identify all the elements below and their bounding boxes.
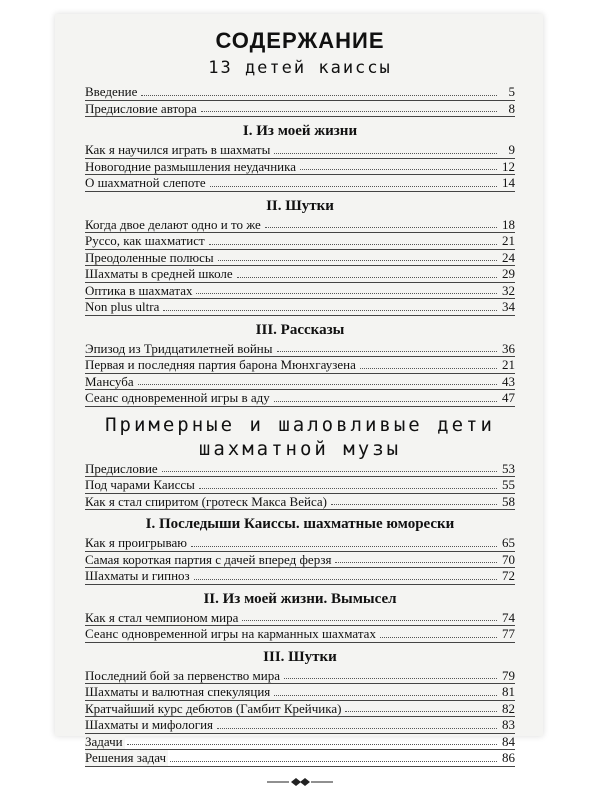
toc-entry-title: Шахматы и валютная спекуляция	[85, 684, 271, 699]
toc-entry	[85, 750, 515, 767]
section-heading: I. Последыши Каиссы. шахматные юморески	[145, 516, 455, 532]
toc-leader-dots	[380, 637, 497, 638]
toc-entry	[85, 159, 515, 176]
toc-entry-title: Мансуба	[85, 373, 134, 389]
toc-entry	[85, 568, 515, 585]
toc-entry	[85, 734, 515, 751]
book2-title-line2: шахматной музы	[198, 437, 402, 460]
toc-entry	[85, 84, 515, 101]
toc-entry-page: 82	[502, 700, 515, 716]
toc-entry	[85, 535, 515, 552]
toc-entry-title: Шахматы и гипноз	[85, 568, 190, 583]
toc-entry-page: 55	[502, 477, 515, 492]
toc-leader-dots	[196, 293, 497, 294]
toc-entry-page: 53	[502, 460, 515, 476]
toc-entry-title: Предисловие автора	[85, 100, 197, 116]
section-heading: III. Шутки	[263, 648, 337, 665]
toc-leader-dots	[210, 186, 497, 187]
toc-entry	[85, 477, 515, 494]
toc-leader-dots	[138, 384, 497, 385]
toc-leader-dots	[274, 401, 497, 402]
toc-entry-title: Руссо, как шахматист	[85, 233, 205, 248]
toc-leader-dots	[335, 562, 497, 563]
toc-entry	[85, 283, 515, 300]
toc-entry-page: 29	[502, 266, 515, 281]
toc-entry-page: 9	[508, 142, 515, 157]
toc-entry	[85, 357, 515, 374]
toc-entry-page: 81	[502, 684, 515, 699]
toc-entry-page: 34	[502, 299, 515, 314]
toc-entry	[85, 266, 515, 283]
toc-entry-page: 8	[508, 100, 515, 116]
toc-entry	[85, 250, 515, 267]
ornament-icon	[265, 777, 335, 787]
toc-entry-title: Преодоленные полюсы	[85, 249, 214, 265]
toc-entry-title: Введение	[85, 84, 138, 99]
toc-entry-title: Сеанс одновременной игры на карманных шахматах	[85, 626, 376, 641]
toc-leader-dots	[274, 695, 497, 696]
toc-entry	[85, 233, 515, 250]
toc-entry	[85, 374, 515, 391]
toc-entry	[85, 390, 515, 407]
toc-entry-title: Самая короткая партия с дачей вперед ферзя	[85, 551, 332, 567]
toc-entry	[85, 626, 515, 643]
toc-leader-dots	[284, 678, 497, 679]
toc-leader-dots	[199, 488, 497, 489]
toc-entry-title: Предисловие	[85, 460, 158, 476]
toc-entry	[85, 610, 515, 627]
toc-entry	[85, 668, 515, 685]
toc-entry-page: 65	[502, 535, 515, 550]
toc-entry-title: Когда двое делают одно и то же	[85, 216, 261, 232]
toc-leader-dots	[331, 504, 497, 505]
toc-entry-title: Как я проигрываю	[85, 535, 187, 550]
toc-entry-page: 77	[502, 626, 515, 641]
toc-entry-page: 86	[502, 750, 515, 765]
toc-entry-page: 70	[502, 551, 515, 567]
toc-entry-page: 84	[502, 733, 515, 749]
toc-entry-page: 12	[502, 158, 515, 174]
toc-entry-page: 83	[502, 717, 515, 732]
toc-entry	[85, 461, 515, 478]
book2-contents	[85, 461, 515, 767]
toc-entry	[85, 341, 515, 358]
toc-entry-title: О шахматной слепоте	[85, 175, 206, 190]
toc-entry	[85, 217, 515, 234]
toc-entry-page: 21	[502, 233, 515, 248]
toc-entry-page: 79	[502, 667, 515, 683]
toc-leader-dots	[201, 111, 497, 112]
end-ornament-icon	[85, 775, 515, 791]
toc-leader-dots	[141, 95, 497, 96]
toc-entry-title: Кратчайший курс дебютов (Гамбит Крейчика)	[85, 700, 342, 716]
toc-entry-page: 72	[502, 568, 515, 583]
toc-entry-title: Как я стал чемпионом мира	[85, 609, 239, 625]
toc-entry-title: Задачи	[85, 733, 123, 749]
toc-leader-dots	[127, 744, 497, 745]
toc-entry-page: 36	[502, 340, 515, 356]
toc-entry-title: Под чарами Каиссы	[85, 477, 195, 492]
toc-entry-page: 21	[502, 357, 515, 372]
toc-entry	[85, 175, 515, 192]
toc-entry	[85, 142, 515, 159]
toc-leader-dots	[170, 761, 497, 762]
toc-leader-dots	[237, 277, 497, 278]
book1-title: 13 детей каиссы	[208, 58, 392, 78]
toc-leader-dots	[360, 368, 497, 369]
book2-title	[85, 413, 515, 461]
book1-contents	[85, 84, 515, 407]
toc-entry-title: Шахматы в средней школе	[85, 266, 233, 281]
toc-entry	[85, 684, 515, 701]
toc-entry-page: 14	[502, 175, 515, 190]
toc-entry-title: Новогодние размышления неудачника	[85, 158, 297, 174]
toc-leader-dots	[217, 728, 497, 729]
toc-entry-title: Последний бой за первенство мира	[85, 667, 280, 683]
toc-entry	[85, 552, 515, 569]
toc-leader-dots	[345, 711, 497, 712]
toc-entry-title: Как я стал спиритом (гротеск Макса Вейса)	[85, 493, 327, 509]
toc-heading: СОДЕРЖАНИЕ	[215, 28, 385, 53]
toc-entry-page: 18	[502, 216, 515, 232]
toc-entry-title: Шахматы и мифология	[85, 717, 214, 732]
toc-leader-dots	[162, 471, 497, 472]
toc-entry	[85, 701, 515, 718]
toc-entry-title: Как я научился играть в шахматы	[85, 142, 271, 157]
toc-entry-page: 24	[502, 249, 515, 265]
toc-leader-dots	[300, 169, 497, 170]
toc-entry-page: 43	[502, 373, 515, 389]
toc-entry-page: 47	[502, 390, 515, 405]
section-heading: I. Из моей жизни	[242, 123, 358, 139]
toc-entry-title: Оптика в шахматах	[85, 282, 193, 298]
section-heading: II. Шутки	[266, 197, 334, 214]
toc-leader-dots	[163, 310, 497, 311]
book-page	[55, 14, 543, 765]
toc-leader-dots	[191, 546, 497, 547]
toc-entry-page: 5	[508, 84, 515, 99]
section-heading: II. Из моей жизни. Вымысел	[203, 590, 397, 607]
toc-leader-dots	[242, 620, 497, 621]
toc-leader-dots	[265, 227, 497, 228]
toc-leader-dots	[209, 244, 497, 245]
toc-entry	[85, 101, 515, 118]
toc-entry	[85, 717, 515, 734]
toc-leader-dots	[277, 351, 497, 352]
toc-entry-title: Первая и последняя партия барона Мюнхгаузена	[85, 357, 356, 372]
toc-leader-dots	[194, 579, 497, 580]
section-heading: III. Рассказы	[255, 321, 345, 338]
toc-entry-title: Эпизод из Тридцатилетней войны	[85, 340, 273, 356]
toc-entry-title: Решения задач	[85, 750, 167, 765]
toc-leader-dots	[218, 260, 497, 261]
toc-entry-title: Сеанс одновременной игры в аду	[85, 390, 270, 405]
toc-entry-page: 74	[502, 609, 515, 625]
toc-entry-page: 58	[502, 493, 515, 509]
toc-entry	[85, 494, 515, 511]
toc-entry-page: 32	[502, 282, 515, 298]
toc-entry-title: Non plus ultra	[85, 299, 160, 314]
toc-leader-dots	[274, 153, 497, 154]
table-of-contents	[85, 28, 515, 791]
toc-entry	[85, 299, 515, 316]
book2-title-line1: Примерные и шаловливые дети	[105, 413, 495, 436]
